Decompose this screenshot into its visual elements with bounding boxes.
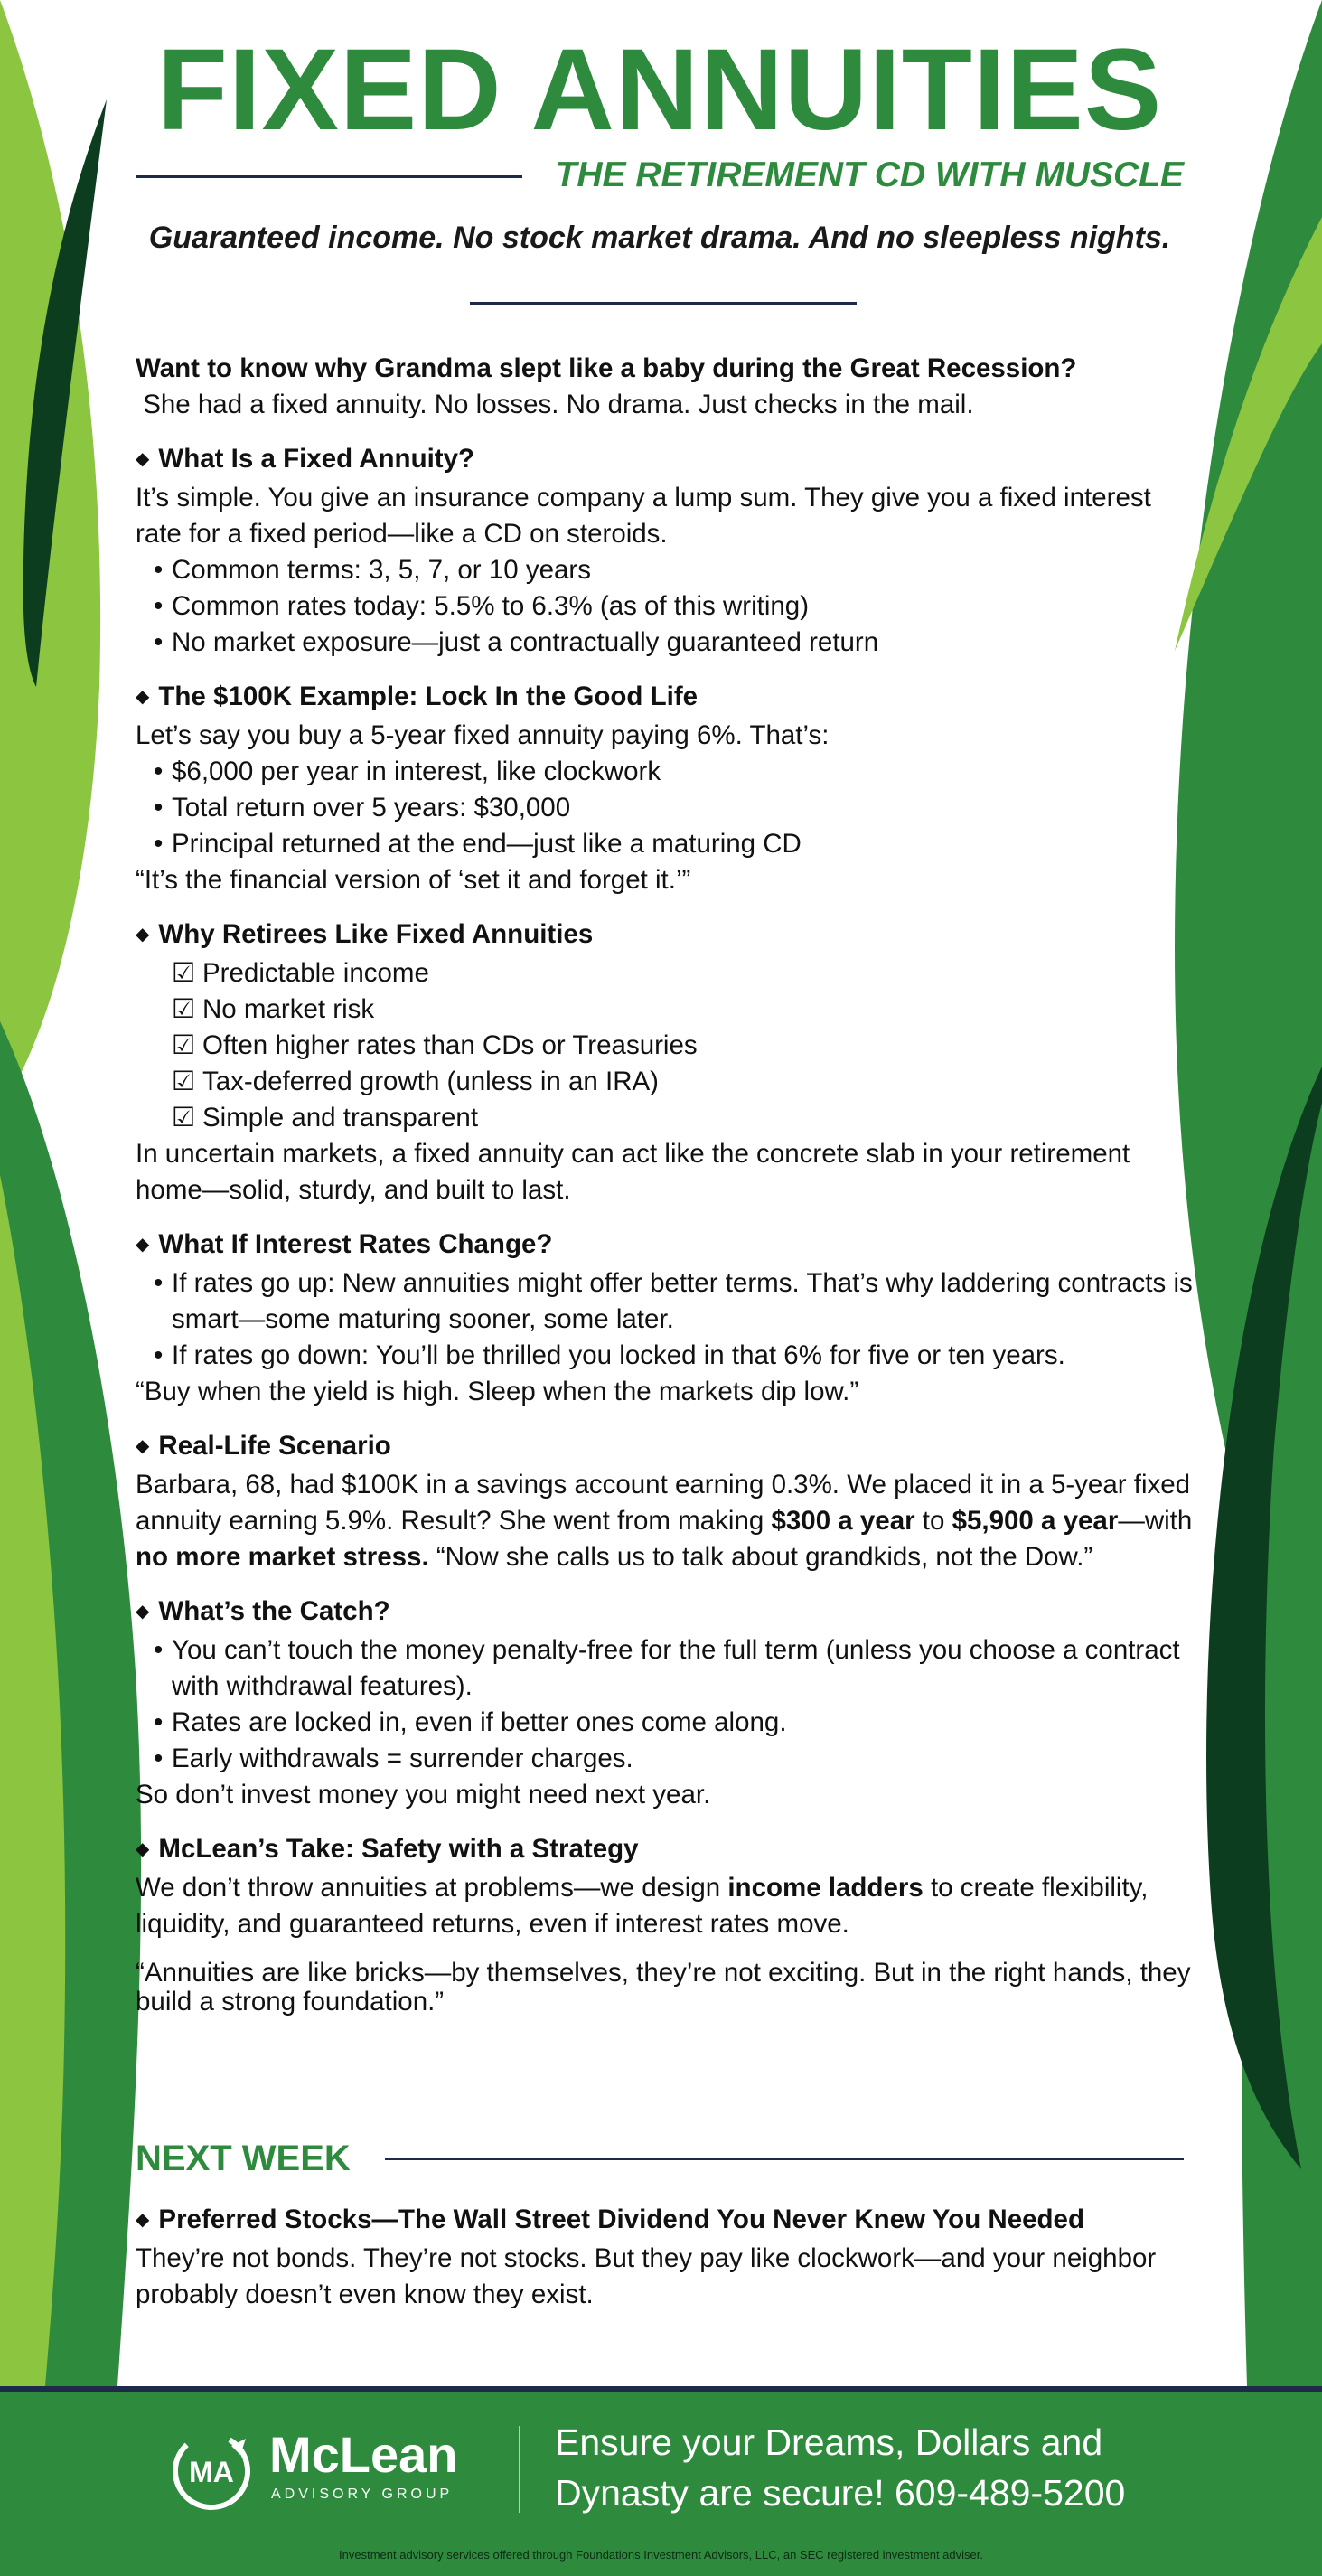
subtitle: THE RETIREMENT CD WITH MUSCLE xyxy=(555,155,1184,194)
next-week-body xyxy=(136,2202,1193,2313)
page-title: FIXED ANNUITIES xyxy=(156,25,1163,155)
subtitle-row xyxy=(136,152,1184,199)
bullet-icon: • xyxy=(154,627,164,657)
section-heading: ◆ What Is a Fixed Annuity? xyxy=(136,444,475,474)
checklist xyxy=(136,955,1193,1136)
list-item: • $6,000 per year in interest, like clockwork xyxy=(136,754,1193,790)
diamond-icon: ◆ xyxy=(136,1602,150,1622)
checkbox-icon: ☑ xyxy=(172,1067,196,1096)
list-item: • Common rates today: 5.5% to 6.3% (as of this writing) xyxy=(136,588,1193,625)
bullet-icon: • xyxy=(154,829,164,859)
footer-top-rule xyxy=(0,2386,1322,2392)
next-week-header xyxy=(136,2133,1184,2184)
footer-tagline xyxy=(555,2417,1278,2518)
section-quote: “It’s the financial version of ‘set it and forget it.’” xyxy=(136,865,691,895)
section-heading: ◆ What’s the Catch? xyxy=(136,1596,390,1626)
checklist-item: ☑ Simple and transparent xyxy=(136,1100,1193,1136)
footer-tagline-line2: Dynasty are secure! 609-489-5200 xyxy=(555,2472,1126,2514)
intro-question: Want to know why Grandma slept like a baby during the Great Recession? xyxy=(136,353,1077,383)
section-text: Barbara, 68, had $100K in a savings account earning 0.3%. We placed it in a 5-year fixed annuity earning 5.9%. Result? She went from making $300 a year to $5,900 a year—with no more market stress. “Now she calls us to talk about grandkids, not the Dow.” xyxy=(136,1470,1193,1572)
next-week-rule xyxy=(385,2158,1184,2160)
checkbox-icon: ☑ xyxy=(172,958,196,988)
diamond-icon: ◆ xyxy=(136,2210,150,2230)
section-heading: ◆ The $100K Example: Lock In the Good Life xyxy=(136,682,699,711)
section-quote: “Annuities are like bricks—by themselves, they’re not exciting. But in the right hands, they build a strong foundation.” xyxy=(136,1958,1191,2017)
section-text: Let’s say you buy a 5-year fixed annuity paying 6%. That’s: xyxy=(136,720,830,750)
section-text: It’s simple. You give an insurance company a lump sum. They give you a fixed interest rate for a fixed period—like a CD on steroids. xyxy=(136,483,1151,549)
diamond-icon: ◆ xyxy=(136,925,150,945)
checklist-item: ☑ Often higher rates than CDs or Treasuries xyxy=(136,1028,1193,1064)
body-text xyxy=(136,351,1193,2035)
checklist-item: ☑ Predictable income xyxy=(136,955,1193,992)
section-scenario xyxy=(136,1428,1193,1575)
list-item: • Rates are locked in, even if better ones come along. xyxy=(136,1705,1193,1741)
footer xyxy=(0,2386,1322,2576)
section-heading: ◆ Real-Life Scenario xyxy=(136,1431,391,1461)
bullet-list xyxy=(136,1265,1193,1374)
section-text: We don’t throw annuities at problems—we design income ladders to create flexibility, liquidity, and guaranteed returns, even if interest rates move. xyxy=(136,1873,1149,1939)
bullet-icon: • xyxy=(154,1340,164,1370)
bullet-list xyxy=(136,1632,1193,1777)
list-item: • You can’t touch the money penalty-free for the full term (unless you choose a contract with withdrawal features). xyxy=(136,1632,1193,1705)
section-what-is xyxy=(136,441,1193,661)
checklist-item: ☑ No market risk xyxy=(136,992,1193,1028)
bullet-list xyxy=(136,552,1193,661)
section-heading: ◆ Why Retirees Like Fixed Annuities xyxy=(136,919,594,949)
section-rates xyxy=(136,1227,1193,1410)
logo-mark-text: MA xyxy=(189,2456,234,2488)
section-heading: ◆ McLean’s Take: Safety with a Strategy xyxy=(136,1834,639,1864)
disclaimer: Investment advisory services offered through Foundations Investment Advisors, LLC, an SEC registered investment adviser. xyxy=(339,2548,983,2562)
logo-subtitle: ADVISORY GROUP xyxy=(271,2487,454,2502)
list-item: • Early withdrawals = surrender charges. xyxy=(136,1741,1193,1777)
bullet-icon: • xyxy=(154,1707,164,1737)
section-why xyxy=(136,917,1193,1208)
section-text: In uncertain markets, a fixed annuity can act like the concrete slab in your retirement home—solid, sturdy, and built to last. xyxy=(136,1139,1130,1205)
checkbox-icon: ☑ xyxy=(172,994,196,1024)
section-text: So don’t invest money you might need next year. xyxy=(136,1780,711,1810)
list-item: • If rates go down: You’ll be thrilled you locked in that 6% for five or ten years. xyxy=(136,1338,1193,1374)
tagline-rule xyxy=(470,302,857,305)
bullet-icon: • xyxy=(154,1635,164,1665)
diamond-icon: ◆ xyxy=(136,449,150,469)
list-item: • Common terms: 3, 5, 7, or 10 years xyxy=(136,552,1193,588)
logo-name: McLean xyxy=(269,2426,458,2483)
diamond-icon: ◆ xyxy=(136,1436,150,1456)
checkbox-icon: ☑ xyxy=(172,1103,196,1133)
intro-answer-text: She had a fixed annuity. No losses. No drama. Just checks in the mail. xyxy=(143,390,974,419)
section-catch xyxy=(136,1594,1193,1813)
footer-tagline-line1: Ensure your Dreams, Dollars and xyxy=(555,2421,1103,2463)
bullet-icon: • xyxy=(154,591,164,621)
list-item: • No market exposure—just a contractually guaranteed return xyxy=(136,625,1193,661)
footer-divider xyxy=(519,2426,520,2513)
list-item: • If rates go up: New annuities might offer better terms. That’s why laddering contracts is smart—some maturing sooner, some later. xyxy=(136,1265,1193,1338)
intro-answer xyxy=(136,387,1193,423)
subtitle-rule xyxy=(136,175,522,178)
bullet-icon: • xyxy=(154,757,164,786)
section-example xyxy=(136,679,1193,898)
tagline: Guaranteed income. No stock market drama. And no sleepless nights. xyxy=(148,221,1171,255)
list-item: • Principal returned at the end—just like a maturing CD xyxy=(136,826,1193,862)
bullet-icon: • xyxy=(154,1268,164,1298)
intro-section xyxy=(136,351,1193,423)
bullet-icon: • xyxy=(154,555,164,585)
section-take xyxy=(136,1831,1193,2017)
next-week-text: They’re not bonds. They’re not stocks. But they pay like clockwork—and your neighbor probably doesn’t even know they exist. xyxy=(136,2243,1157,2309)
mclean-logo-mark-icon xyxy=(168,2428,255,2515)
diamond-icon: ◆ xyxy=(136,1235,150,1255)
bullet-list xyxy=(136,754,1193,862)
list-item: • Total return over 5 years: $30,000 xyxy=(136,790,1193,826)
diamond-icon: ◆ xyxy=(136,1839,150,1859)
bullet-icon: • xyxy=(154,793,164,823)
next-week-label: NEXT WEEK xyxy=(136,2139,351,2178)
next-week-heading: ◆ Preferred Stocks—The Wall Street Dividend You Never Knew You Needed xyxy=(136,2205,1084,2234)
bullet-icon: • xyxy=(154,1744,164,1773)
checklist-item: ☑ Tax-deferred growth (unless in an IRA) xyxy=(136,1064,1193,1100)
section-quote: “Buy when the yield is high. Sleep when the markets dip low.” xyxy=(136,1377,859,1406)
checkbox-icon: ☑ xyxy=(172,1030,196,1060)
mclean-logo xyxy=(168,2424,530,2515)
section-heading: ◆ What If Interest Rates Change? xyxy=(136,1229,553,1259)
diamond-icon: ◆ xyxy=(136,687,150,707)
